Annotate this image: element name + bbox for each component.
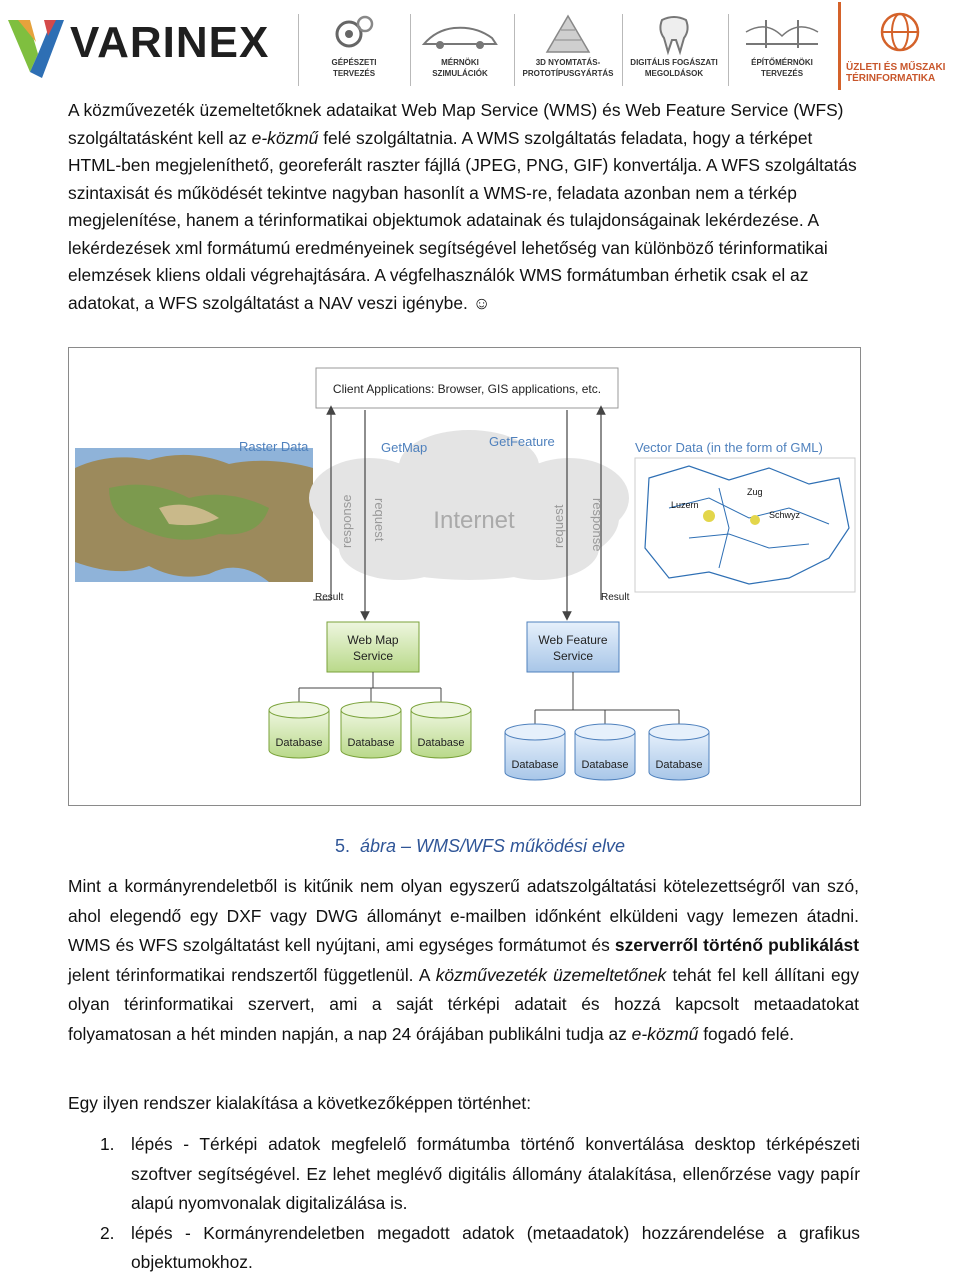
geoinformatics-brand <box>836 0 960 92</box>
globe-icon <box>878 10 922 54</box>
text-run: jelent térinformatikai rendszertől függetlenül. A <box>68 964 436 985</box>
bridge-icon <box>742 12 822 56</box>
vector-data-label: Vector Data (in the form of GML) <box>635 440 823 455</box>
text-run: tehát fel kell állítani egy olyan térinformatikai szervert, ami a saját térképi adatait és hozzá kapcsolt metaadatokat folyamatosan a hét minden napján, a nap 24 órájában publikálni tudja az <box>68 964 860 1044</box>
service-label: MEGOLDÁSOK <box>644 69 704 78</box>
caption-number: 5. <box>334 836 350 856</box>
database-icon <box>649 724 709 780</box>
database-icon <box>505 724 565 780</box>
tooth-icon <box>654 12 694 56</box>
brand-label <box>846 62 945 84</box>
wms-label-1: Web Map <box>347 633 399 647</box>
gear-icon <box>331 12 377 56</box>
service-mechanical <box>304 12 404 78</box>
request-label-left: request <box>372 498 387 542</box>
web-feature-service-box <box>527 622 619 672</box>
text-run-italic: e-közmű <box>631 1023 699 1044</box>
raster-map-image <box>75 448 313 582</box>
pyramid-icon <box>543 12 593 56</box>
header-divider <box>514 14 515 86</box>
internet-label: Internet <box>433 507 515 534</box>
list-item-text: lépés - Kormányrendeletben megadott adatok (metaadatok) hozzárendelése a grafikus objektumokhoz. <box>131 1222 860 1272</box>
caption-text: ábra – WMS/WFS működési elve <box>359 836 626 856</box>
intro-paragraph <box>68 97 863 317</box>
list-item-number: 2. <box>100 1222 115 1243</box>
car-icon <box>420 12 500 56</box>
wms-label-2: Service <box>352 649 394 663</box>
steps-list <box>100 1130 860 1278</box>
service-label: PROTOTÍPUSGYÁRTÁS <box>522 69 614 78</box>
diagram-canvas <box>69 348 860 805</box>
raster-data-label: Raster Data <box>239 439 309 454</box>
database-icon <box>269 702 329 758</box>
client-applications-label: Client Applications: Browser, GIS applications, etc. <box>332 382 602 396</box>
database-label: Database <box>511 759 559 771</box>
header-divider <box>298 14 299 86</box>
wfs-label-1: Web Feature <box>538 633 608 647</box>
text-run: A közművezeték üzemeltetőknek adataikat Web Map Service (WMS) és Web Feature Service (WFS) szolgáltatásként kell az <box>68 100 844 148</box>
result-label-right: Result <box>601 592 630 603</box>
response-label-left: response <box>339 494 354 548</box>
database-label: Database <box>275 737 323 749</box>
service-label: ÉPÍTŐMÉRNÖKI <box>751 58 813 67</box>
database-icon <box>341 702 401 758</box>
database-label: Database <box>655 759 703 771</box>
service-label: TERVEZÉS <box>760 69 804 78</box>
brand-label-line: ÜZLETI ÉS MŰSZAKI <box>846 62 946 73</box>
database-label: Database <box>347 737 395 749</box>
service-civil <box>732 12 832 78</box>
vector-map-image <box>635 458 855 592</box>
smiley-icon: ☺ <box>472 292 491 313</box>
header-divider <box>728 14 729 86</box>
database-label: Database <box>581 759 629 771</box>
varinex-logo-icon <box>8 14 64 78</box>
list-item <box>100 1219 860 1278</box>
database-label: Database <box>417 737 465 749</box>
steps-intro: Egy ilyen rendszer kialakítása a következőképpen történhet: <box>68 1093 532 1113</box>
figure-caption <box>0 836 960 857</box>
body-paragraph <box>68 872 859 1049</box>
getfeature-label: GetFeature <box>489 434 555 449</box>
map-label-zug: Zug <box>747 487 763 497</box>
header-divider <box>622 14 623 86</box>
text-run-bold: szerverről történő publikálást <box>614 935 859 955</box>
web-map-service-box <box>327 622 419 672</box>
database-icon <box>575 724 635 780</box>
service-3d-printing <box>518 12 618 78</box>
list-item <box>100 1130 860 1219</box>
text-run-italic: közművezeték üzemeltetőnek <box>435 964 667 985</box>
response-label-right: response <box>590 498 605 552</box>
text-run: Mint a kormányrendeletből is kitűnik nem olyan egyszerű adatszolgáltatási kötelezettségről van szó, ahol elegendő egy DXF vagy DWG állományt e-mailben időnként elküldeni vagy lemezen átadni. WMS és WFS szolgáltatást kell nyújtani, ami egységes formátumot és <box>68 876 859 955</box>
database-icon <box>411 702 471 758</box>
service-dental <box>624 12 724 78</box>
text-run: fogadó felé. <box>698 1023 795 1044</box>
service-simulation <box>410 12 510 78</box>
list-item-text: lépés - Térképi adatok megfelelő formátumba történő konvertálása desktop térképészeti szoftver segítségével. Ez lehet meglévő digitális állomány átalakítása, ellenőrzése vagy papír alapú nyomvonalak digitalizálása is. <box>131 1134 860 1213</box>
service-label: DIGITÁLIS FOGÁSZATI <box>630 58 718 67</box>
service-label: MÉRNÖKI <box>441 58 479 67</box>
result-label-left: Result <box>315 592 344 603</box>
wms-wfs-diagram <box>68 347 861 806</box>
brand-accent-bar <box>838 2 841 90</box>
brand-label-line: TÉRINFORMATIKA <box>846 73 936 84</box>
text-run: felé szolgáltatnia. A WMS szolgáltatás feladata, hogy a térképet HTML-ben megjeleníthető, georeferált raszter fájllá (JPEG, PNG, GIF) konvertálja. <box>68 127 813 175</box>
list-item-number: 1. <box>100 1134 115 1154</box>
service-label: 3D NYOMTATÁS- <box>535 58 601 67</box>
text-run-italic: e-közmű <box>251 127 319 148</box>
service-label: GÉPÉSZETI <box>331 58 377 67</box>
getmap-label: GetMap <box>381 440 428 455</box>
internet-cloud <box>309 430 629 580</box>
wfs-label-2: Service <box>552 649 594 663</box>
service-label: SZIMULÁCIÓK <box>432 69 488 78</box>
service-label: TERVEZÉS <box>332 69 376 78</box>
map-label-schwyz: Schwyz <box>769 510 801 520</box>
page-header <box>0 0 960 95</box>
intro-text-wfs: A WFS szolgáltatás szintaxisát és működését tekintve nagyban hasonlít a WMS-re, feladata azonban nem a térkép megjelenítése, hanem a térinformatikai objektumok adatainak és tulajdonságainak lekérdezése. A lekérdezések xml formátumú eredményeinek segítségével lehetőség van különböző térinformatikai elemzések kliens oldali végrehajtására. A végfelhasználók WMS formátumban érhetik csak el az adatokat, a WFS szolgáltatást a NAV veszi igénybe. <box>68 155 857 313</box>
varinex-logo-text: VARINEX <box>70 18 270 67</box>
request-label-right: request <box>551 504 566 548</box>
map-label-luzern: Luzern <box>671 500 699 510</box>
